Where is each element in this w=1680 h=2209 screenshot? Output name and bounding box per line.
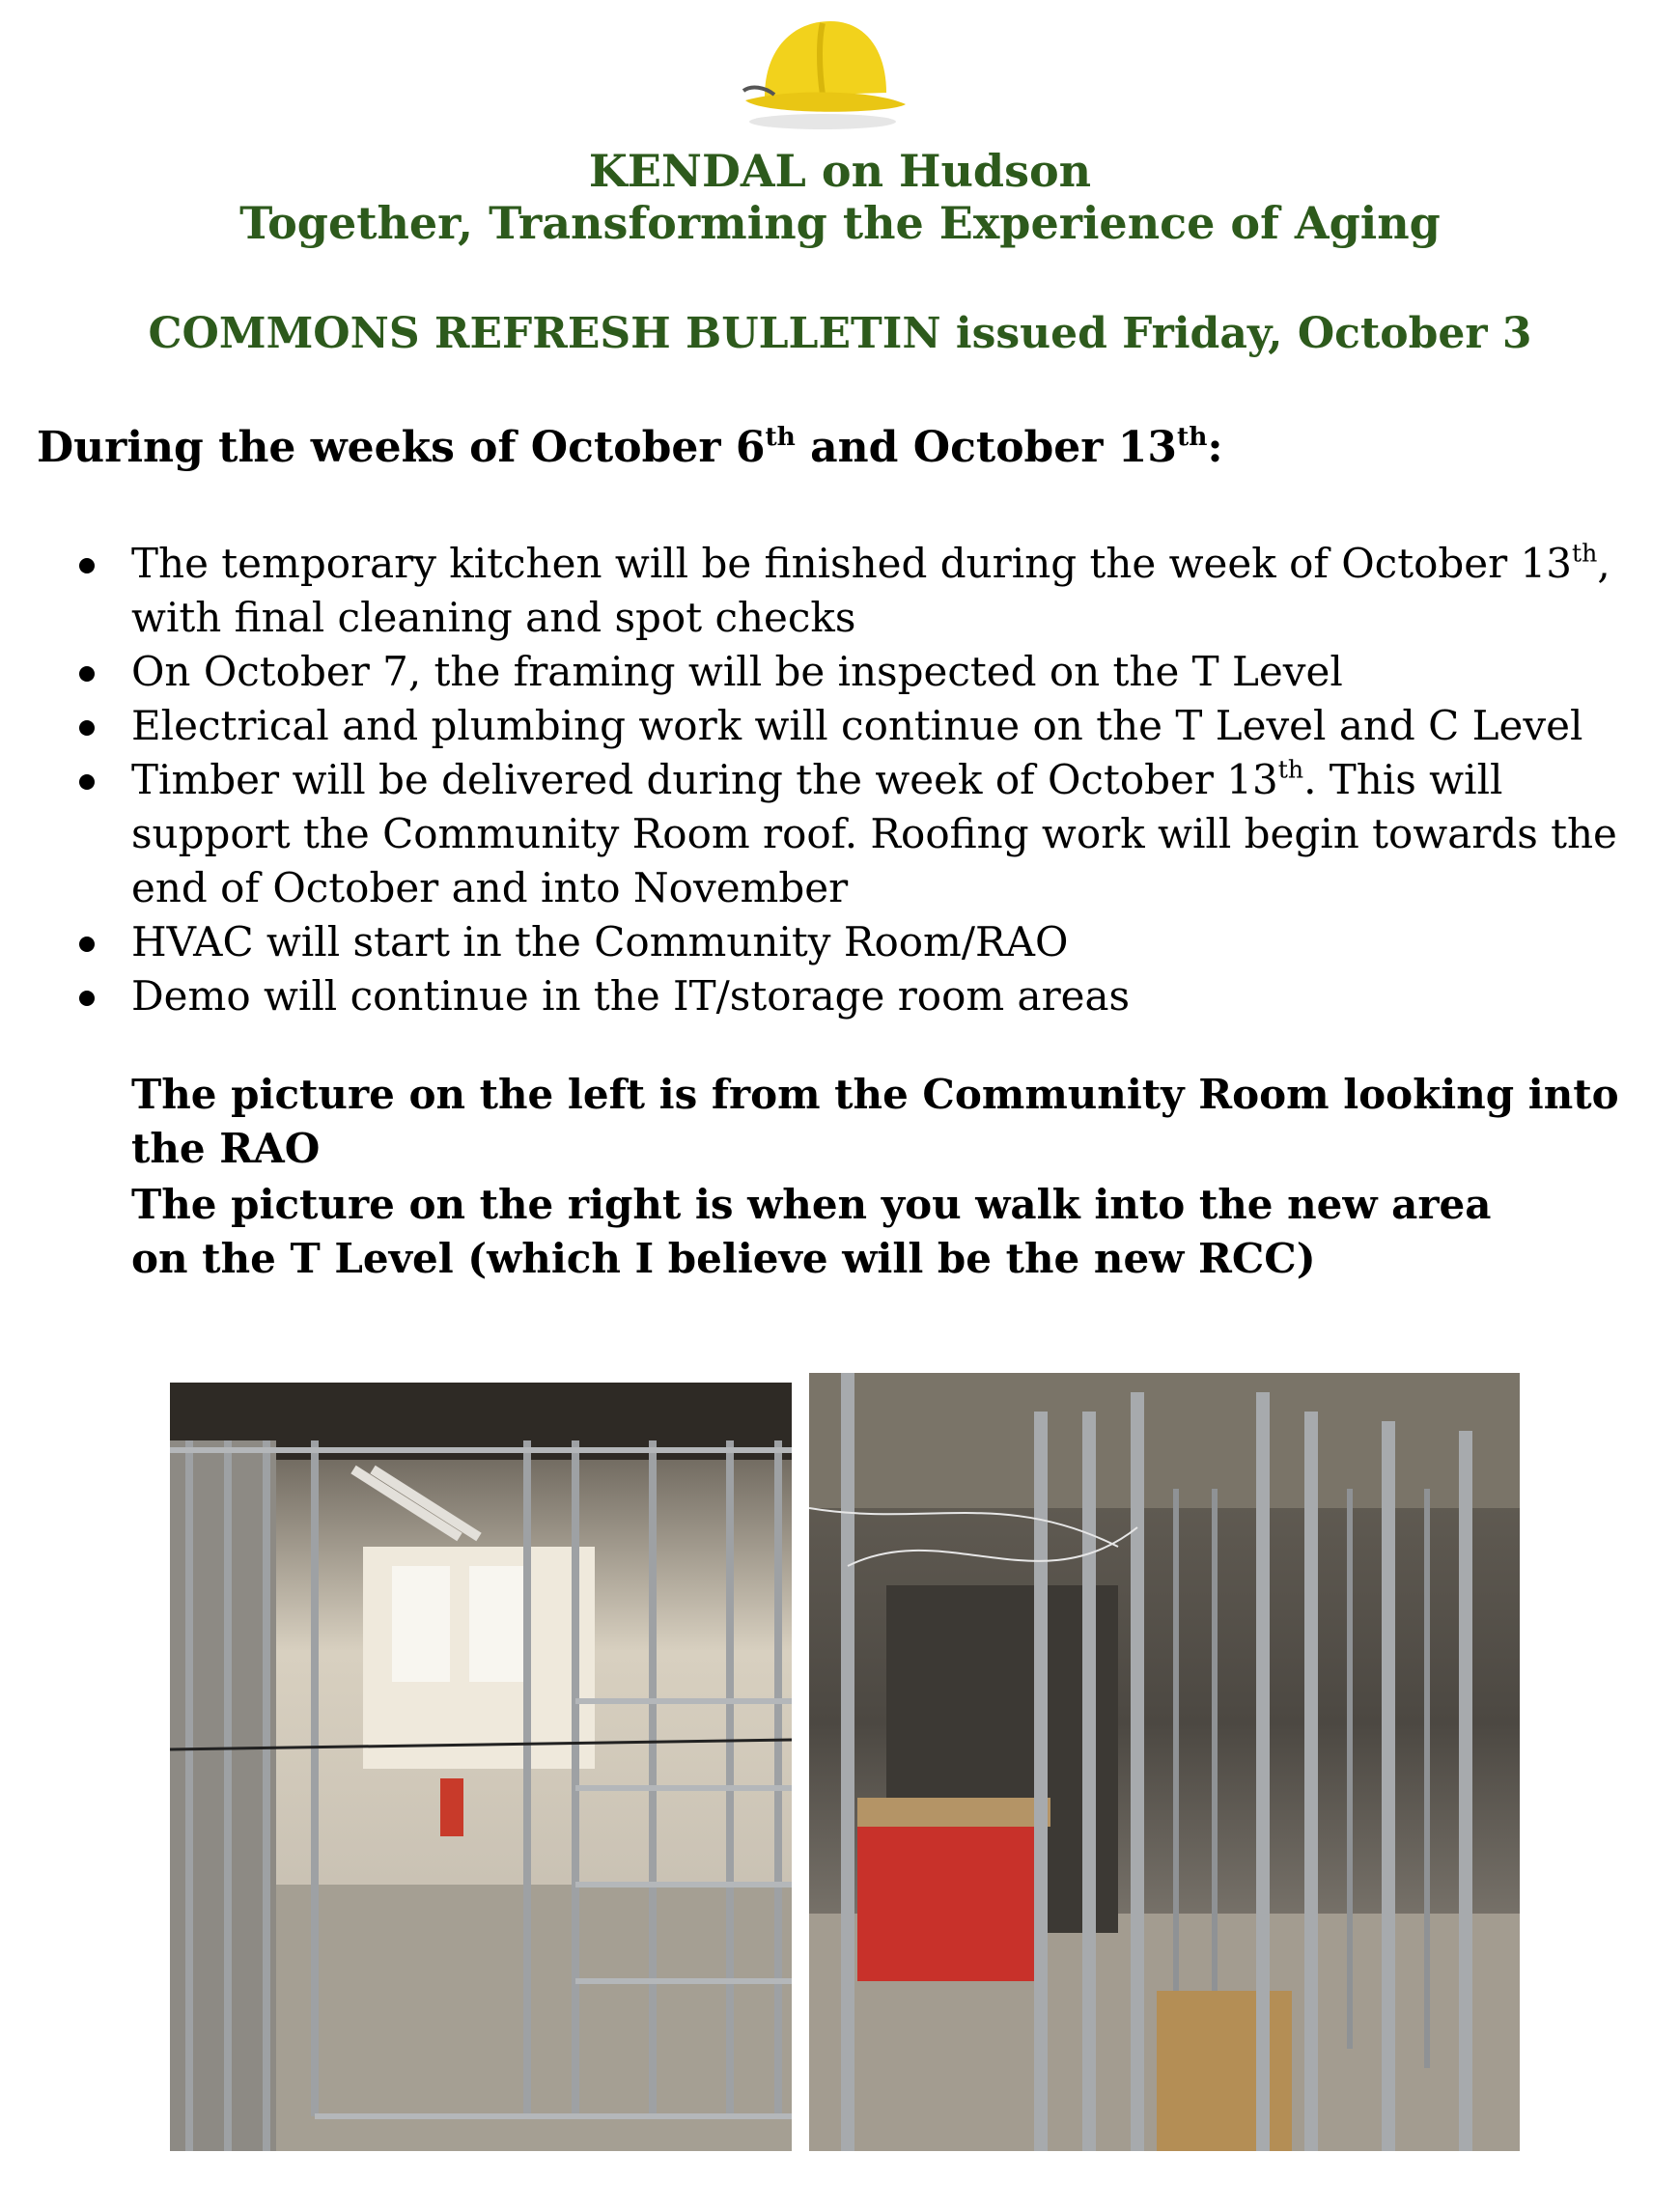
org-name: KENDAL on Hudson xyxy=(588,145,1092,197)
hard-hat-icon xyxy=(726,0,915,135)
update-list xyxy=(0,537,1680,1023)
bullet-icon xyxy=(79,720,95,736)
list-item: On October 7, the framing will be inspected on the T Level xyxy=(0,645,1638,699)
list-item: Timber will be delivered during the week of October 13th. This will support the Community Room roof. Roofing work will begin towards the end of October and into November xyxy=(0,753,1638,915)
caption-left-photo: The picture on the left is from the Community Room looking into the RAO xyxy=(131,1071,1619,1172)
list-item: Demo will continue in the IT/storage room areas xyxy=(0,969,1638,1023)
bullet-icon xyxy=(79,991,95,1006)
bulletin-title: COMMONS REFRESH BULLETIN issued Friday, October 3 xyxy=(148,309,1532,358)
section-heading: During the weeks of October 6th and October 13th: xyxy=(37,421,1223,472)
photo-community-room xyxy=(170,1383,792,2151)
bullet-icon xyxy=(79,774,95,790)
bullet-icon xyxy=(79,666,95,682)
list-item: Electrical and plumbing work will continue on the T Level and C Level xyxy=(0,699,1638,753)
list-item: The temporary kitchen will be finished during the week of October 13th, with final cleaning and spot checks xyxy=(0,537,1638,645)
list-item: HVAC will start in the Community Room/RAO xyxy=(0,915,1638,969)
bullet-icon xyxy=(79,558,95,573)
caption-right-photo: The picture on the right is when you walk into the new area on the T Level (which I believe will be the new RCC) xyxy=(131,1181,1492,1282)
bullet-icon xyxy=(79,937,95,952)
tagline: Together, Transforming the Experience of Aging xyxy=(239,197,1441,249)
photo-t-level xyxy=(809,1373,1520,2151)
